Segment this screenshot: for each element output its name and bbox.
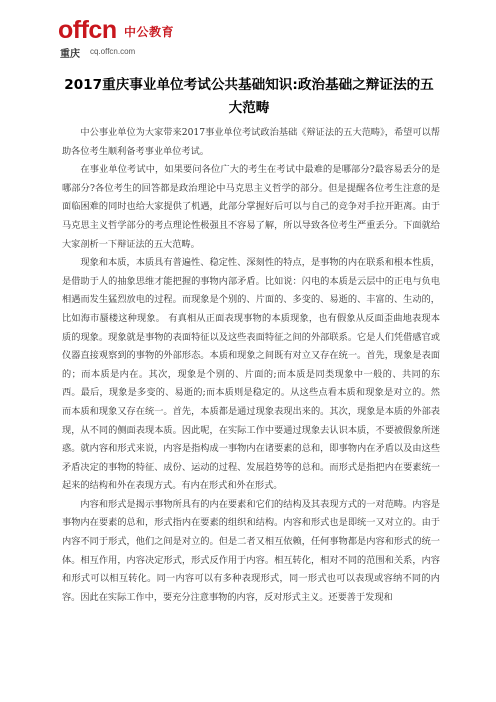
offcn-logo[interactable]: offcn (58, 16, 117, 44)
article-body (62, 124, 440, 607)
paragraph: 现象和本质，本质具有普遍性、稳定性、深刻性的特点，是事物的内在联系和根本性质，是借助于人的抽象思维才能把握的事物内部矛盾。比如说：闪电的本质是云层中的正电与负电相遇而发生猛烈放电的过程。而现象是个别的、片面的、多变的、易逝的、丰富的、生动的，比如海市蜃楼这种现象。 有真相从正面表现事物的本质现象，也有假象从反面歪曲地表现本质的现象。现象就是事物的表面特征以及这些表面特征之间的外部联系。它是人们凭借感官或仪器直接观察到的事物的外部形态。本质和现象之间既有对立又存在统一。首先，现象是表面的；而本质是内在。其次，现象是个别的、片面的;而本质是同类现象中一般的、共同的东西。最后，现象是多变的、易逝的;而本质则是稳定的。从这些点看本质和现象是对立的。然而本质和现象又存在统一。首先，本质都是通过现象表现出来的。其次，现象是本质的外部表现，从不同的侧面表现本质。因此呢，在实际工作中要通过现象去认识本质，不要被假象所迷惑。就内容和形式来说，内容是指构成一事物内在诸要素的总和，即事物内在矛盾以及由这些矛盾决定的事物的特征、成份、运动的过程、发展趋势等的总和。而形式是指把内在要素统一起来的结构和外在表现方式。有内在形式和外在形式。 (62, 257, 440, 492)
brand-name: 中公教育 (124, 25, 175, 39)
paragraph: 中公事业单位为大家带来2017事业单位考试政治基础《辩证法的五大范畴》，希望可以帮助各位考生顺利备考事业单位考试。 (62, 127, 440, 157)
paragraph: 在事业单位考试中，如果要问各位广大的考生在考试中最难的是哪部分?最容易丢分的是哪部分?各位考生的回答都是政治理论中马克思主义哲学的部分。但是提醒各位考生注意的是面临困难的同时也给大家提供了机遇，此部分掌握好后可以与自己的竞争对手拉开距离。由于马克思主义哲学部分的考点理论性极强且不容易了解，所以导致各位考生严重丢分。下面就给大家剖析一下辩证法的五大范畴。 (62, 164, 440, 250)
article-title: 2017重庆事业单位考试公共基础知识:政治基础之辩证法的五大范畴 (64, 77, 434, 116)
city-label: 重庆 (60, 49, 80, 60)
paragraph: 内容和形式是揭示事物所具有的内在要素和它们的结构及其表现方式的一对范畴。内容是事物内在要素的总和，形式指内在要素的组织和结构。内容和形式也是即统一又对立的。由于内容不同于形式，他们之间是对立的。但是二者又相互依赖，任何事物都是内容和形式的统一体。相互作用，内容决定形式，形式反作用于内容。相互转化，相对不同的范围和关系，内容和形式可以相互转化。同一内容可以有多种表现形式，同一形式也可以表现或容纳不同的内容。因此在实际工作中，要充分注意事物的内容，反对形式主义。还要善于发现和 (62, 498, 440, 603)
site-header (58, 14, 198, 60)
site-url[interactable]: cq.offcn.com (90, 47, 136, 56)
